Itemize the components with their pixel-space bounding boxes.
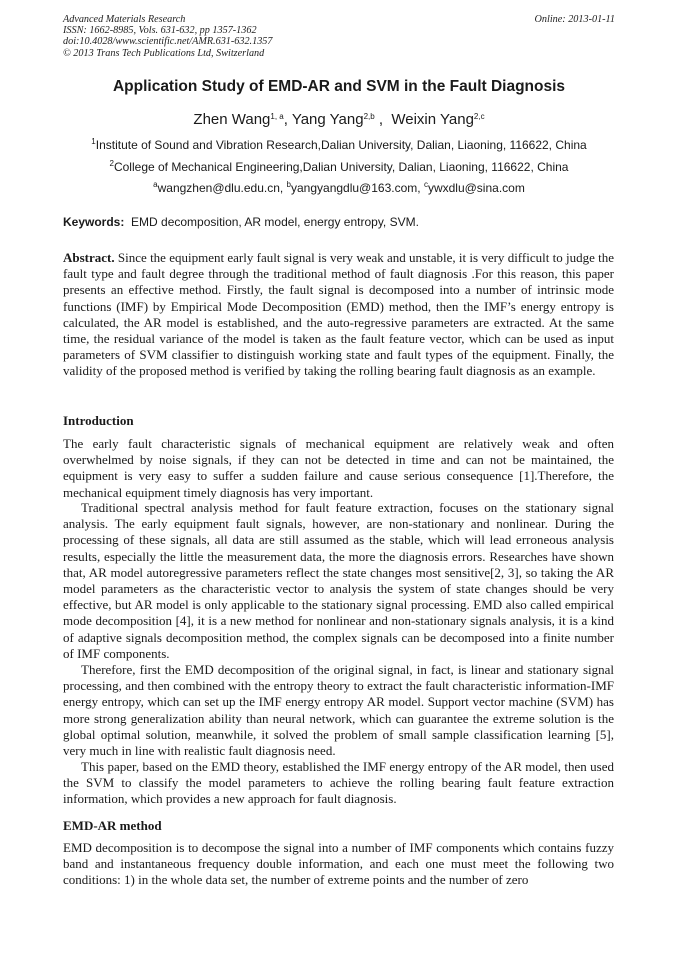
intro-paragraph-4: This paper, based on the EMD theory, established the IMF energy entropy of the AR model, then used the SVM to classify the model parameters to achieve the rolling bearing fault feature extraction information, which provides a new approach for fault diagnosis. <box>63 759 614 807</box>
online-date: Online: 2013-01-11 <box>534 14 615 25</box>
author-name: Weixin Yang <box>391 111 474 128</box>
section-heading-introduction: Introduction <box>63 413 134 428</box>
keywords <box>63 215 419 229</box>
affiliation-1: $^1$Institute of Sound and Vibration Research,Dalian University, Dalian, Liaoning, 116622, China <box>91 137 587 152</box>
doi-line: doi:10.4028/www.scientific.net/AMR.631-632.1357 <box>63 36 273 48</box>
abstract <box>63 250 614 380</box>
author-affiliation-mark: 1, a <box>270 112 284 121</box>
author-affiliation-mark: 2,c <box>473 112 485 121</box>
copyright-line: © 2013 Trans Tech Publications Ltd, Switzerland <box>63 47 265 59</box>
author-affiliation-mark: 2,b <box>363 112 375 121</box>
emd-ar-paragraph-1: EMD decomposition is to decompose the signal into a number of IMF components which contains fuzzy band and instantaneous frequency double information, and each one must meet the following two conditions: 1) in the whole data set, the number of extreme points and the number of zero <box>63 840 614 888</box>
keywords-text: EMD decomposition, AR model, energy entropy, SVM. <box>131 215 419 229</box>
abstract-text: Since the equipment early fault signal is very weak and unstable, it is very difficult to judge the fault type and fault degree through the traditional method of fault diagnosis .For this reason, this paper presents an effective method. Firstly, the fault signal is decomposed into a number of intrinsic mode functions (IMF) by Empirical Mode Decomposition (EMD) method, then the IMF’s energy entropy is calculated, the AR model is established, and the auto-regressive parameters are extracted. At the same time, the residual variance of the model is taken as the fault feature vector, which can be used as input parameters of SVM classifier to distinguish working state and fault types of the equipment. Finally, the validity of the proposed method is verified by taking the rolling bearing fault diagnosis as an example. <box>63 250 615 379</box>
email-line: $^a$wangzhen@dlu.edu.cn, $^b$yangyangdlu@163.com, $^c$ywxdlu@sina.com <box>153 180 525 195</box>
abstract-label: Abstract. <box>63 250 115 265</box>
journal-header <box>63 14 272 59</box>
author-name: Zhen Wang <box>193 111 271 128</box>
author-name: Yang Yang <box>291 111 364 128</box>
issn-line: ISSN: 1662-8985, Vols. 631-632, pp 1357-1362 <box>63 25 257 37</box>
intro-paragraph-1: The early fault characteristic signals of mechanical equipment are relatively weak and often overwhelmed by noise signals, if they can not be detected in time and can not be maintained, the equipment is very easy to suffer a sudden failure and cause serious consequence [1].Therefore, the mechanical equipment timely diagnosis has very important. <box>63 436 614 500</box>
journal-name: Advanced Materials Research <box>63 14 186 25</box>
section-heading-emd-ar: EMD-AR method <box>63 818 162 833</box>
author-line: Zhen Wang$^{1, a}$, Yang Yang$^{2,b}$ , Weixin Yang$^{2,c}$ <box>193 111 485 128</box>
affiliation-2: $^2$College of Mechanical Engineering,Dalian University, Dalian, Liaoning, 116622, China <box>109 159 569 174</box>
intro-paragraph-3: Therefore, first the EMD decomposition of the original signal, in fact, is linear and stationary signal processing, and then combined with the entropy theory to extract the fault characteristic information-IMF energy entropy, which can set up the IMF energy entropy AR model. Support vector machine (SVM) has more strong generalization ability than neural network, which can guarantee the extreme solution is the global optimal solution, meanwhile, it solved the problem of small sample classification learning [5], very much in line with realistic fault diagnosis need. <box>63 662 614 759</box>
paper-title: Application Study of EMD-AR and SVM in the Fault Diagnosis <box>112 78 566 95</box>
intro-paragraph-2: Traditional spectral analysis method for fault feature extraction, focuses on the stationary signal analysis. The early equipment fault signals, however, are non-stationary and nonlinear. During the processing of these signals, all data are still assumed as the stable, which will lead erroneous analysis results, especially the little the measurement data, the more the diagnosis errors. Researches have shown that, AR model autoregressive parameters reflect the state changes most sensitive[2, 3], so taking the AR model parameters as the characteristic vector to analysis the system of state changes should be very effective, but AR model is only applicable to the stationary signal processing. EMD also called empirical mode decomposition [4], it is a new method for nonlinear and non-stationary signals analysis, it is a kind of adaptive signals decomposition method, the complex signals can be decomposed into a finite number of IMF components. <box>63 500 614 661</box>
keywords-label: Keywords: <box>63 215 125 229</box>
